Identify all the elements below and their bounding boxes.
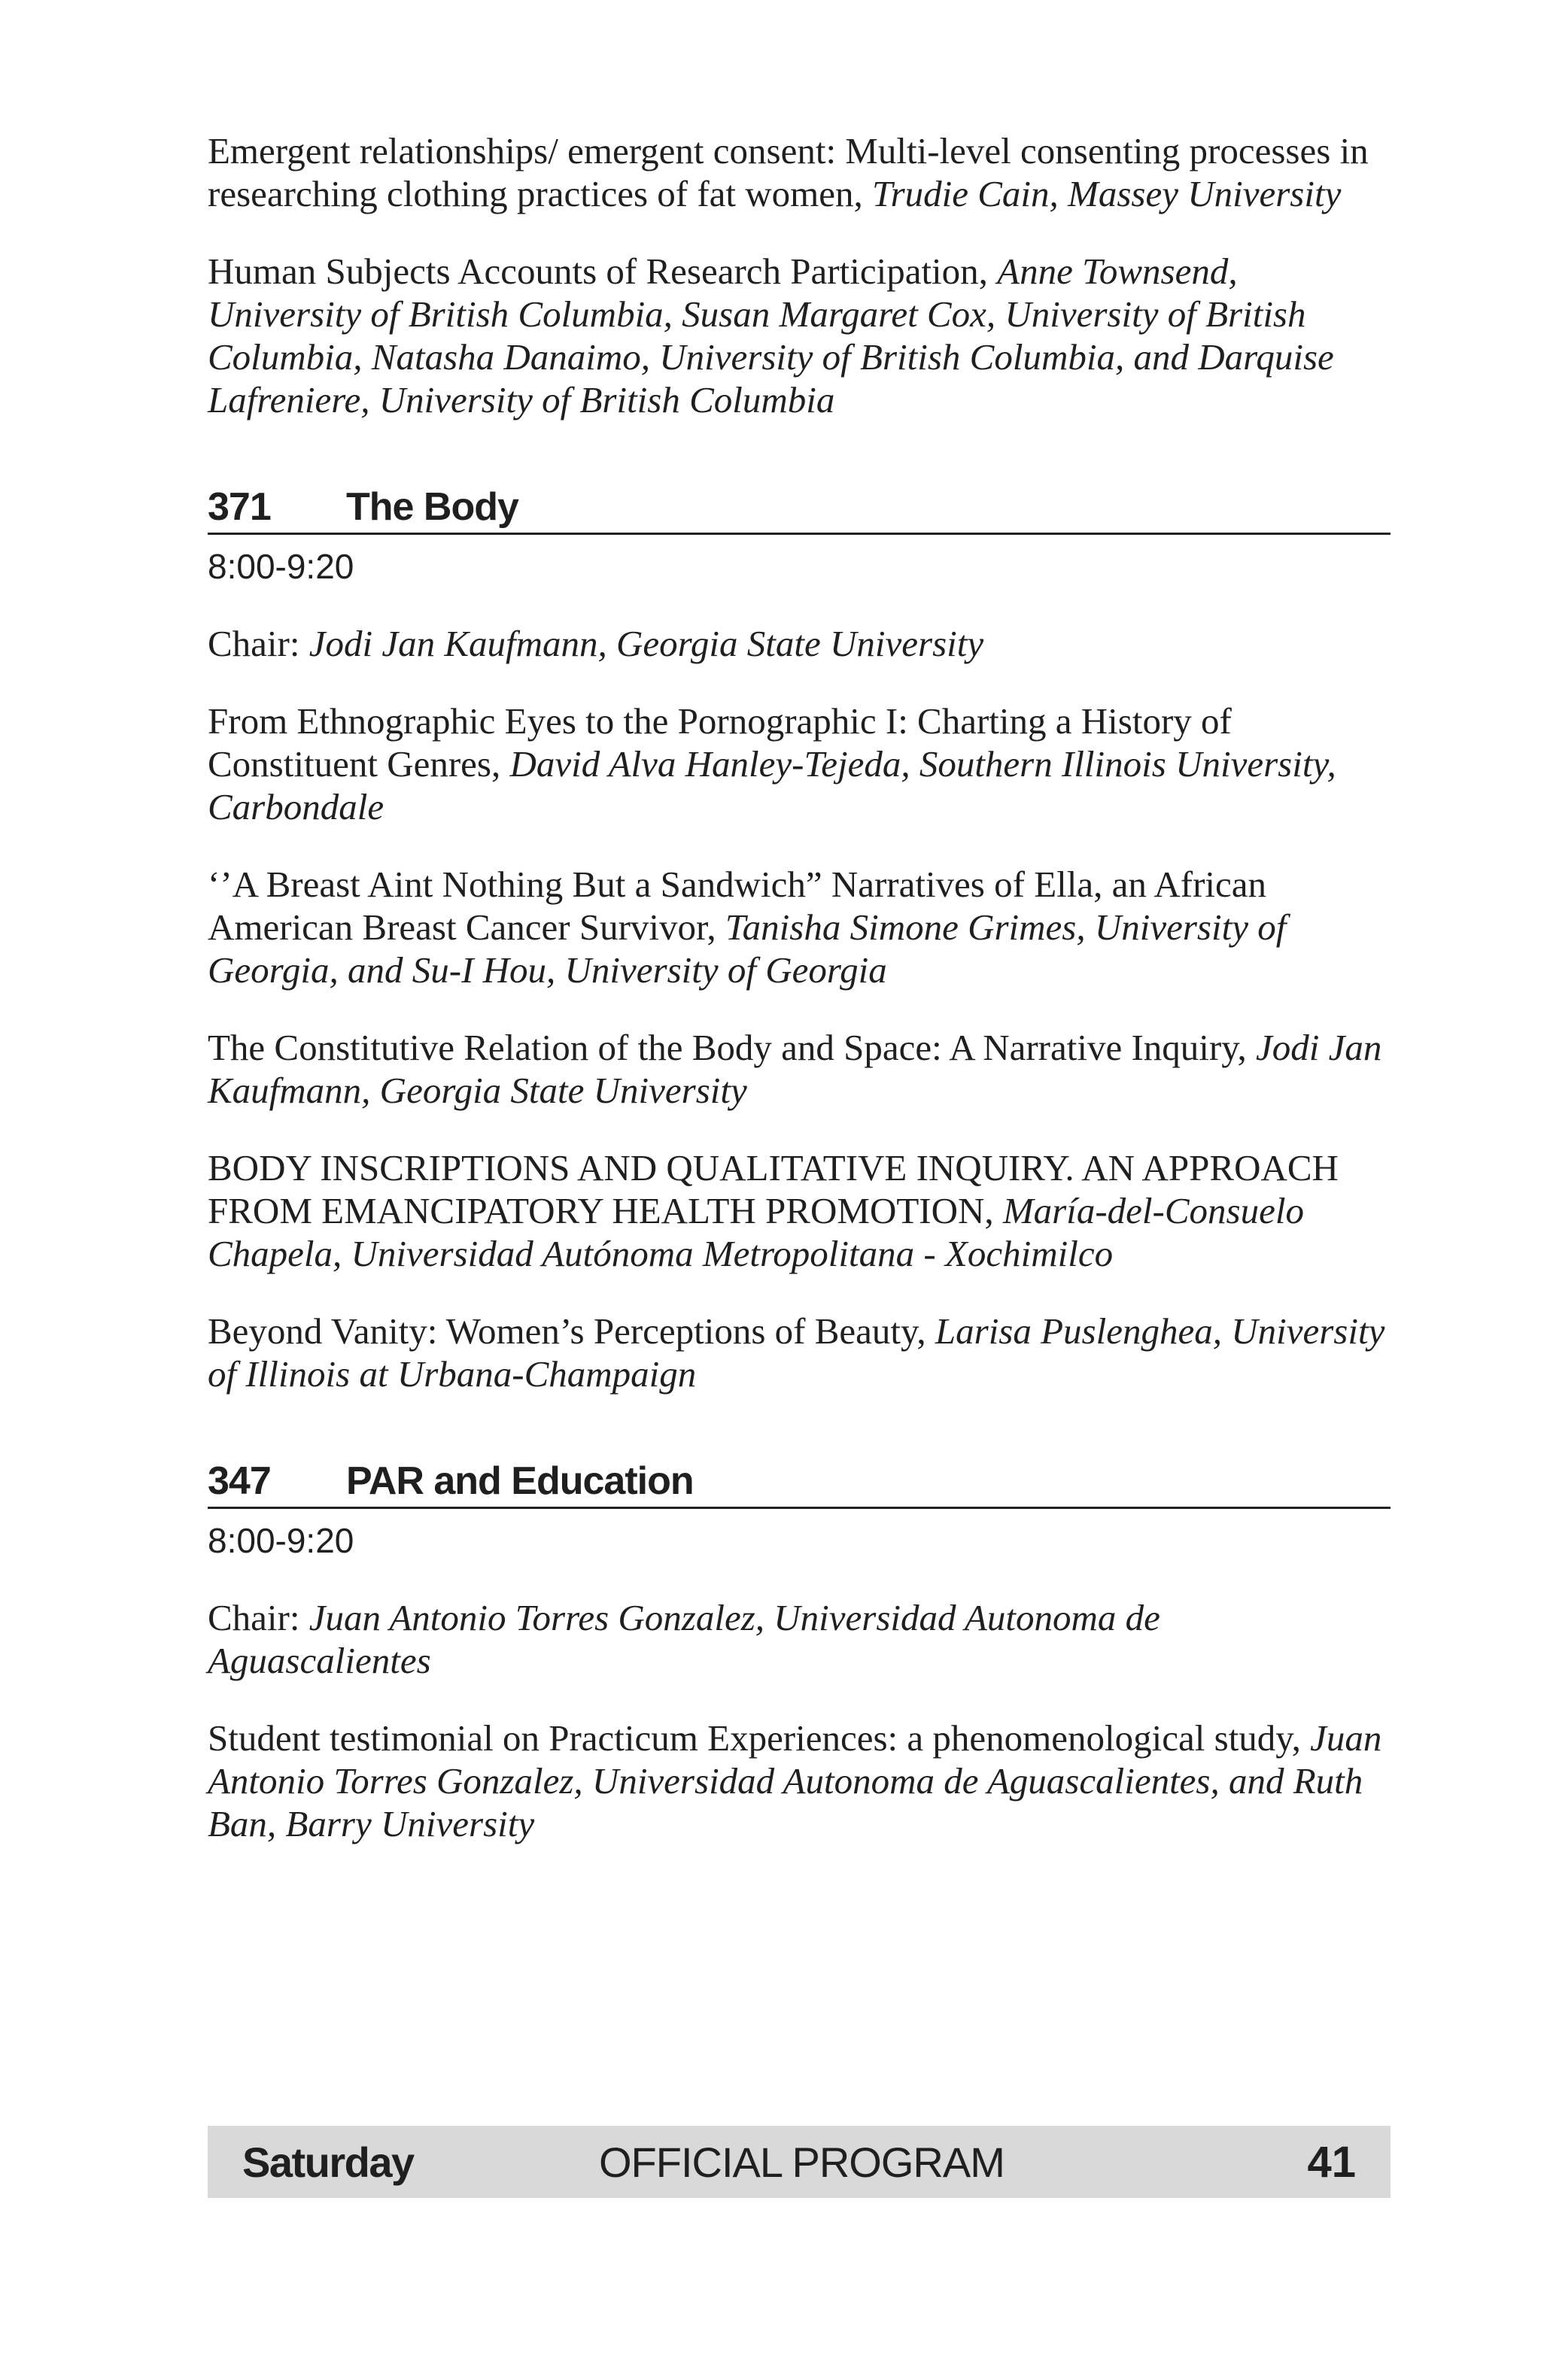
session-time: 8:00-9:20: [208, 547, 354, 586]
session-number: 371: [208, 485, 271, 529]
paper-title: BODY INSCRIPTIONS AND QUALITATIVE INQUIRY. AN APPROACH FROM EMANCIPATORY HEALTH PROMOTION,: [208, 1147, 1339, 1231]
session-number: 347: [208, 1459, 271, 1503]
footer-day: Saturday: [242, 2138, 414, 2186]
paper-title: ‘’A Breast Aint Nothing But a Sandwich” Narratives of Ella, an African American Breast Cancer Survivor,: [208, 864, 1267, 948]
intro-entry: [208, 250, 1391, 421]
paper-entry: [208, 1026, 1391, 1112]
paper-authors: Jodi Jan Kaufmann, Georgia State University: [208, 1027, 1382, 1111]
session-371: [208, 484, 1391, 1395]
paper-title: Beyond Vanity: Women’s Perceptions of Beauty,: [208, 1310, 935, 1352]
intro-entry: [208, 129, 1391, 215]
paper-title: Student testimonial on Practicum Experiences: a phenomenological study,: [208, 1717, 1311, 1759]
chair-name: Juan Antonio Torres Gonzalez, Universidad Autonoma de Aguascalientes: [208, 1597, 1160, 1681]
paper-title: From Ethnographic Eyes to the Pornographic I: Charting a History of Constituent Genres,: [208, 700, 1232, 785]
paper-authors: Trudie Cain, Massey University: [872, 173, 1342, 214]
paper-entry: [208, 863, 1391, 991]
session-title: PAR and Education: [346, 1459, 694, 1503]
paper-entry: [208, 700, 1391, 828]
paper-title: The Constitutive Relation of the Body and Space: A Narrative Inquiry,: [208, 1027, 1257, 1068]
paper-title: Human Subjects Accounts of Research Participation,: [208, 250, 998, 292]
paper-entry: [208, 1310, 1391, 1395]
page-footer: [208, 2126, 1391, 2198]
paper-entry: [208, 1146, 1391, 1275]
chair-name: Jodi Jan Kaufmann, Georgia State University: [309, 623, 984, 664]
page-number: 41: [1307, 2137, 1356, 2187]
chair-label: Chair:: [208, 623, 309, 664]
chair-label: Chair:: [208, 1597, 309, 1638]
paper-title: Emergent relationships/ emergent consent: Multi-level consenting processes in researching clothing practices of fat women,: [208, 130, 1369, 214]
session-347: [208, 1459, 1391, 1845]
session-header: [208, 1459, 1391, 1509]
session-title: The Body: [346, 485, 518, 529]
session-chair: [208, 1596, 1391, 1682]
session-chair: [208, 622, 1391, 665]
session-header: [208, 484, 1391, 535]
footer-title: OFFICIAL PROGRAM: [599, 2138, 1005, 2186]
paper-authors: María-del-Consuelo Chapela, Universidad Autónoma Metropolitana - Xochimilco: [208, 1190, 1304, 1274]
paper-authors: David Alva Hanley-Tejeda, Southern Illinois University, Carbondale: [208, 743, 1336, 827]
paper-authors: Juan Antonio Torres Gonzalez, Universidad Autonoma de Aguascalientes, and Ruth Ban, Barry University: [208, 1717, 1382, 1844]
paper-authors: Anne Townsend, University of British Columbia, Susan Margaret Cox, University of British Columbia, Natasha Danaimo, University of British Columbia, and Darquise Lafreniere, University of British Columbia: [208, 250, 1334, 420]
paper-authors: Tanisha Simone Grimes, University of Georgia, and Su-I Hou, University of Georgia: [208, 906, 1287, 991]
paper-authors: Larisa Puslenghea, University of Illinois at Urbana-Champaign: [208, 1310, 1385, 1395]
paper-entry: [208, 1717, 1391, 1845]
session-time: 8:00-9:20: [208, 1521, 354, 1560]
